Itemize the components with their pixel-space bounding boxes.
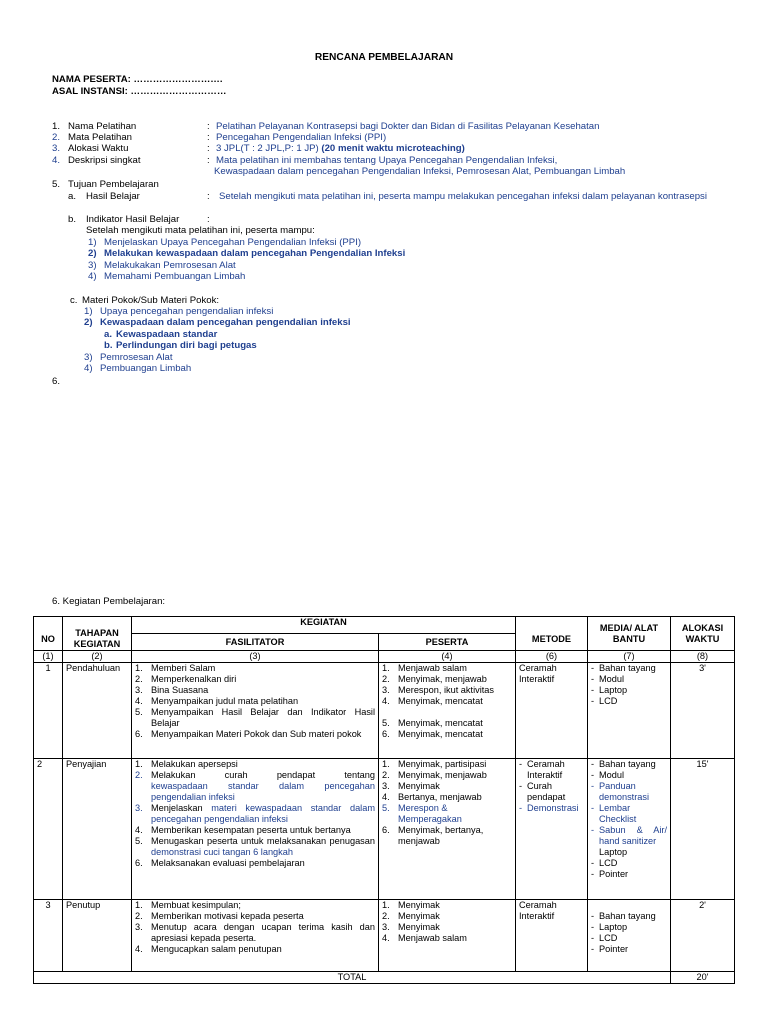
list-item: - LCD [591,933,618,943]
list-item: 4. Bertanya, menjawab [382,792,482,802]
row-metode: Ceramah Interaktif [516,663,588,759]
list-item: 3. Menyimak [382,781,440,791]
list-item: 1. Menyimak, partisipasi [382,759,487,769]
list-item: - Ceramah Interaktif [519,759,565,780]
item-value-bold: (20 menit waktu microteaching) [321,143,465,154]
item-value-wrap [216,143,465,154]
row-media [588,759,671,900]
indikator-label: Indikator Hasil Belajar [86,214,180,225]
list-item: 3. Merespon, ikut aktivitas [382,685,494,695]
col-num: (3) [132,651,379,663]
item-value: Pelatihan Pelayanan Kontrasepsi bagi Dokter dan Bidan di Fasilitas Pelayanan Kesehatan [216,121,600,132]
item-colon: : [207,132,210,143]
row-no: 2 [34,759,63,900]
list-item: 1. Melakukan apersepsi [135,759,238,769]
list-item: 5. Menugaskan peserta untuk melaksanakan penugasan demonstrasi cuci tangan 6 langkah [135,836,375,857]
list-item: 2. Memberikan motivasi kepada peserta [135,911,304,921]
col-num: (8) [671,651,735,663]
list-item: 4. Menyampaikan judul mata pelatihan [135,696,299,706]
list-item: 1. Menyimak [382,900,440,910]
section-6-blank: 6. [52,376,61,387]
item-label: Deskripsi singkat [68,155,141,166]
row-peserta [379,900,516,972]
header-alokasi: ALOKASI WAKTU [671,617,735,651]
list-item: 4. Menjawab salam [382,933,467,943]
header-metode: METODE [516,617,588,651]
table-row [34,900,735,972]
list-item: a. Kewaspadaan standar [104,328,218,340]
list-item: 2) Melakukan kewaspadaan dalam pencegahan Pengendalian Infeksi [88,248,406,260]
list-item: 1. Menjawab salam [382,663,467,673]
list-item: - Pointer [591,869,629,879]
list-item: 6. Menyampaikan Materi Pokok dan Sub materi pokok [135,729,362,739]
row-waktu: 3' [671,663,735,759]
list-item: 6. Melaksanakan evaluasi pembelajaran [135,858,305,868]
list-item: - LCD [591,858,618,868]
hasil-colon: : [207,191,210,202]
column-number-row [34,651,735,663]
list-item: 3) Pemrosesan Alat [84,351,173,363]
header-kegiatan: KEGIATAN [132,617,516,634]
list-item: 4) Memahami Pembuangan Limbah [88,271,246,283]
row-media [588,900,671,972]
list-item: - Modul [591,674,625,684]
list-item: - LCD [591,696,618,706]
list-item: 2. Memperkenalkan diri [135,674,237,684]
total-value: 20' [671,972,735,984]
item-label: Alokasi Waktu [68,143,129,154]
row-tahapan: Penutup [63,900,132,972]
list-item: 3. Menyimak [382,922,440,932]
row-metode: Ceramah Interaktif [516,900,588,972]
item-num: 4. [52,155,61,166]
col-num: (7) [588,651,671,663]
item-label: Mata Pelatihan [68,132,132,143]
item-colon: : [207,155,210,166]
item-value-line2: Kewaspadaan dalam pencegahan Pengendalian Infeksi, Pemrosesan Alat, Pembuangan Limbah [214,166,626,177]
header-peserta: PESERTA [379,634,516,651]
list-item: - Sabun & Air/ hand sanitizer [591,825,667,846]
list-item: 5. Menyampaikan Hasil Belajar dan Indikator Hasil Belajar [135,707,375,728]
indikator-colon: : [207,214,210,225]
list-item: - Bahan tayang [591,911,656,921]
indikator-list [88,237,405,283]
item-num: 2. [52,132,61,143]
list-item: 3. Bina Suasana [135,685,209,695]
row-media [588,663,671,759]
materi-label: Materi Pokok/Sub Materi Pokok: [82,295,220,306]
list-item: 6. Menyimak, bertanya, menjawab [382,825,484,846]
tujuan-label: Tujuan Pembelajaran [68,179,159,190]
row-peserta [379,759,516,900]
kegiatan-table [33,616,735,984]
materi-list [84,306,351,374]
list-item: - Bahan tayang [591,759,656,769]
list-item: - Laptop [591,685,628,695]
list-item: 1. Membuat kesimpulan; [135,900,241,910]
row-no: 3 [34,900,63,972]
row-fasilitator [132,663,379,759]
row-fasilitator [132,759,379,900]
kegiatan-label: 6. Kegiatan Pembelajaran: [52,596,166,607]
header-tahapan: TAHAPAN KEGIATAN [63,617,132,651]
table-row [34,759,735,900]
row-waktu: 2' [671,900,735,972]
list-item: 1) Menjelaskan Upaya Pencegahan Pengendalian Infeksi (PPI) [88,237,362,248]
list-item: - Curah pendapat [519,781,566,802]
list-item: b. Perlindungan diri bagi petugas [104,340,257,352]
row-waktu: 15' [671,759,735,900]
col-num: (1) [34,651,63,663]
hasil-label: Hasil Belajar [86,191,140,202]
asal-instansi: ASAL INSTANSI: ………………………… [52,86,227,97]
list-item: 1) Upaya pencegahan pengendalian infeksi [84,306,274,317]
total-label: TOTAL [34,972,671,984]
list-item: 4. Menyimak, mencatat [382,696,483,706]
col-num: (4) [379,651,516,663]
row-metode [516,759,588,900]
list-item: - Bahan tayang [591,663,656,673]
col-num: (6) [516,651,588,663]
indikator-intro: Setelah mengikuti mata pelatihan ini, peserta mampu: [86,225,315,236]
list-item: 2) Kewaspadaan dalam pencegahan pengendalian infeksi [84,317,351,329]
list-item: 2. Menyimak, menjawab [382,674,487,684]
item-value: Mata pelatihan ini membahas tentang Upaya Pencegahan Pengendalian Infeksi, [216,155,558,166]
list-item: 2. Melakukan curah pendapat tentang kewaspadaan standar dalam pencegahan pengendalian infeksi [135,770,375,802]
list-item: Laptop [599,847,628,857]
row-tahapan: Pendahuluan [63,663,132,759]
item-value: 3 JPL(T : 2 JPL,P: 1 JP) [216,143,319,154]
item-colon: : [207,121,210,132]
indikator-num: b. [68,214,77,225]
total-row [34,972,735,984]
list-item: 4. Mengucapkan salam penutupan [135,944,282,954]
item-num: 3. [52,143,61,154]
list-item: 6. Menyimak, mencatat [382,729,483,739]
hasil-num: a. [68,191,77,202]
list-item: - Demonstrasi [519,803,579,813]
list-item: 3. Menutup acara dengan ucapan terima kasih dan apresiasi kepada peserta. [135,922,375,943]
row-tahapan: Penyajian [63,759,132,900]
tujuan-num: 5. [52,179,61,190]
nama-peserta: NAMA PESERTA: ………………………. [52,74,223,85]
list-item: 3) Melakukakan Pemrosesan Alat [88,259,236,271]
item-colon: : [207,143,210,154]
table-row [34,663,735,759]
list-item: - Lembar Checklist [591,803,637,824]
col-num: (2) [63,651,132,663]
row-fasilitator [132,900,379,972]
list-item: 5. Merespon & Memperagakan [382,803,462,824]
list-item: - Panduan demonstrasi [591,781,650,802]
list-item: - Pointer [591,944,629,954]
row-no: 1 [34,663,63,759]
list-item: - Laptop [591,922,628,932]
header-no: NO [34,617,63,651]
list-item: 4) Pembuangan Limbah [84,363,192,375]
item-label: Nama Pelatihan [68,121,137,132]
item-value: Pencegahan Pengendalian Infeksi (PPI) [216,132,387,143]
header-media: MEDIA/ ALAT BANTU [588,617,671,651]
list-item: 2. Menyimak, menjawab [382,770,487,780]
page-title: RENCANA PEMBELAJARAN [314,52,454,63]
list-item: 1. Memberi Salam [135,663,216,673]
list-item: 4. Memberikan kesempatan peserta untuk bertanya [135,825,351,835]
list-item: 3. Menjelaskan materi kewaspadaan standar dalam pencegahan pengendalian infeksi [135,803,375,824]
hasil-value: Setelah mengikuti mata pelatihan ini, peserta mampu melakukan pencegahan infeksi dalam pelayanan kontrasepsi [219,191,707,202]
list-item: 5. Menyimak, mencatat [382,718,483,728]
row-peserta [379,663,516,759]
item-num: 1. [52,121,61,132]
materi-num: c. [70,295,78,306]
header-fasilitator: FASILITATOR [132,634,379,651]
list-item: - Modul [591,770,625,780]
list-item: 2. Menyimak [382,911,440,921]
